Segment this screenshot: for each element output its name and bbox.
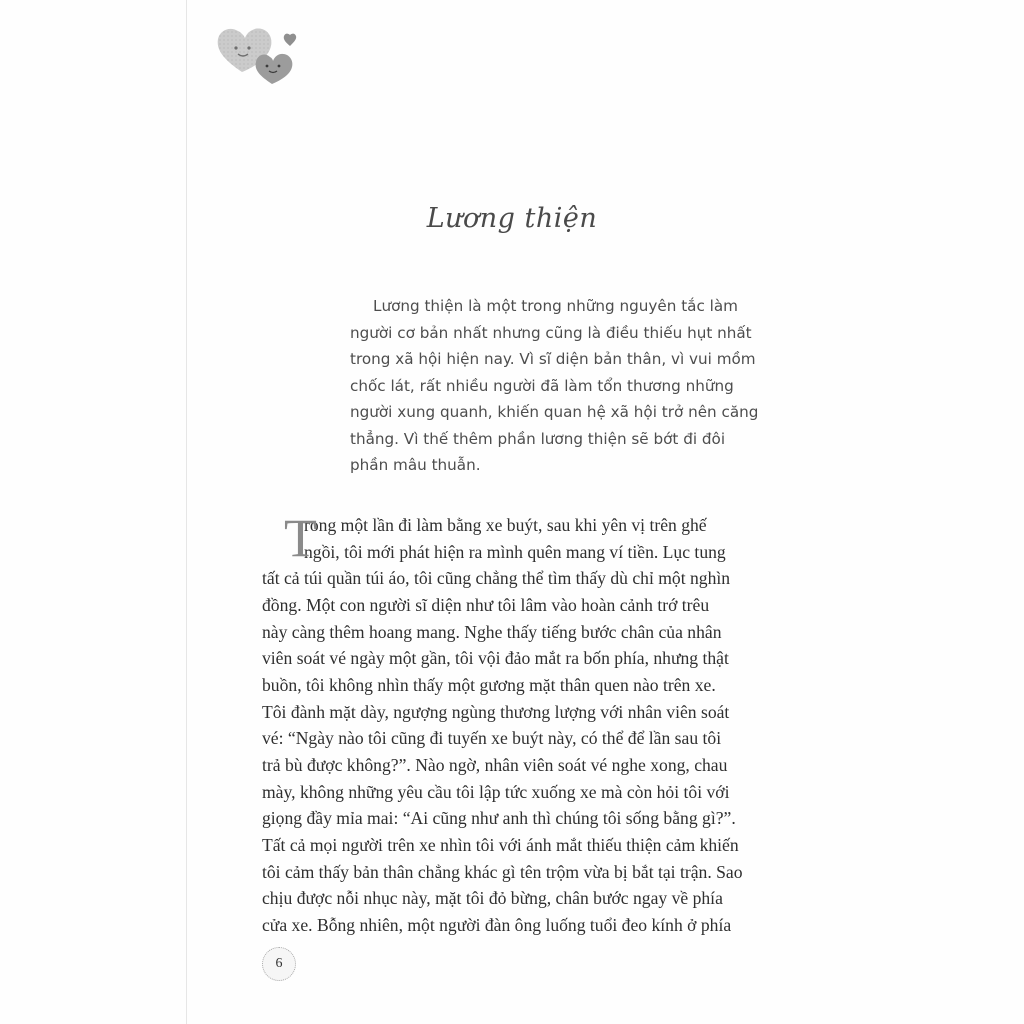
intro-line: người cơ bản nhất nhưng cũng là điều thiếu hụt nhất bbox=[350, 323, 752, 342]
chapter-title: Lương thiện bbox=[426, 203, 598, 234]
body-line: trả bù được không?”. Nào ngờ, nhân viên soát vé nghe xong, chau bbox=[262, 754, 728, 775]
intro-line: Lương thiện là một trong những nguyên tắc làm bbox=[373, 297, 738, 315]
intro-line: người xung quanh, khiến quan hệ xã hội trở nên căng bbox=[350, 403, 759, 421]
body-line: ngồi, tôi mới phát hiện ra mình quên mang ví tiền. Lục tung bbox=[304, 541, 726, 562]
body-line: cửa xe. Bỗng nhiên, một người đàn ông luống tuổi đeo kính ở phía bbox=[262, 914, 732, 935]
page-number: 6 bbox=[262, 947, 296, 981]
body-line: tôi cảm thấy bản thân chẳng khác gì tên trộm vừa bị bắt tại trận. Sao bbox=[262, 861, 743, 882]
drop-cap: T bbox=[284, 508, 317, 568]
body-line: tất cả túi quần túi áo, tôi cũng chẳng thể tìm thấy dù chỉ một nghìn bbox=[262, 568, 731, 589]
body-paragraph bbox=[262, 508, 782, 939]
body-line: chịu được nỗi nhục này, mặt tôi đỏ bừng, chân bước ngay về phía bbox=[262, 888, 723, 909]
body-line: này càng thêm hoang mang. Nghe thấy tiếng bước chân của nhân bbox=[262, 621, 722, 642]
body-line-text: rong một lần đi làm bằng xe buýt, sau khi yên vị trên ghế bbox=[304, 515, 707, 535]
page-edge-line bbox=[186, 0, 187, 1024]
intro-line: phần mâu thuẫn. bbox=[350, 456, 481, 474]
intro-paragraph bbox=[350, 293, 759, 479]
hearts-icon bbox=[214, 22, 306, 88]
body-line: vé: “Ngày nào tôi cũng đi tuyến xe buýt này, có thể để lần sau tôi bbox=[262, 728, 722, 749]
body-line: viên soát vé ngày một gần, tôi vội đảo mắt ra bốn phía, nhưng thật bbox=[262, 648, 729, 669]
intro-line: trong xã hội hiện nay. Vì sĩ diện bản thân, vì vui mồm bbox=[350, 350, 756, 368]
body-line: buồn, tôi không nhìn thấy một gương mặt thân quen nào trên xe. bbox=[262, 674, 716, 695]
body-line: mày, không những yêu cầu tôi lập tức xuống xe mà còn hỏi tôi với bbox=[262, 781, 730, 802]
intro-line: thẳng. Vì thế thêm phần lương thiện sẽ bớt đi đôi bbox=[350, 429, 726, 448]
intro-line: chốc lát, rất nhiều người đã làm tổn thương những bbox=[350, 376, 734, 395]
body-line: Tất cả mọi người trên xe nhìn tôi với ánh mắt thiếu thiện cảm khiến bbox=[262, 834, 739, 855]
body-line: đồng. Một con người sĩ diện như tôi lâm vào hoàn cảnh trớ trêu bbox=[262, 594, 710, 615]
body-line: giọng đầy mỉa mai: “Ai cũng như anh thì chúng tôi sống bằng gì?”. bbox=[262, 808, 736, 829]
body-line: Tôi đành mặt dày, ngượng ngùng thương lượng với nhân viên soát bbox=[262, 701, 730, 722]
